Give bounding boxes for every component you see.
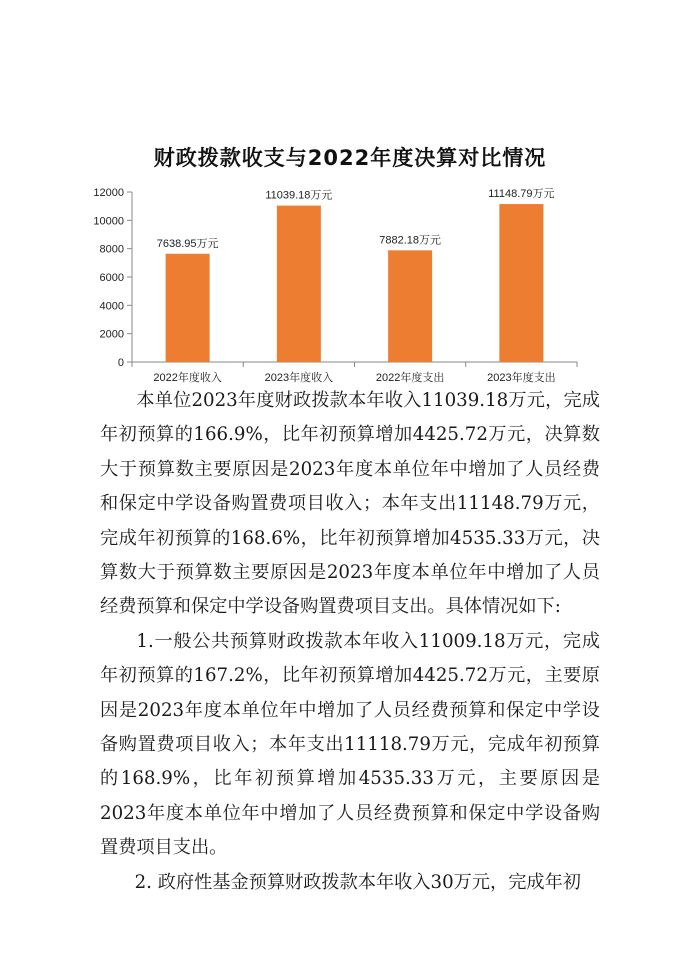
- x-category-label: 2023年度收入: [264, 372, 334, 384]
- bar-chart: [0, 0, 700, 390]
- x-category-label: 2023年度支出: [487, 372, 556, 384]
- y-tick-label: 2000: [99, 328, 124, 341]
- bar: [499, 204, 543, 362]
- y-tick-label: 6000: [99, 272, 124, 284]
- bar-data-label: 7638.95万元: [156, 237, 219, 250]
- chart-title: 财政拨款收支与2022年度决算对比情况: [153, 146, 547, 170]
- bar-data-label: 7882.18万元: [379, 234, 442, 247]
- paragraph-2: 1.一般公共预算财政拨款本年收入11009.18万元，完成年初预算的167.2%，比年初预算增加4425.72万元，主要原因是2023年度本单位年中增加了人员经费预算和保定中学设备购置费项目收入；本年支出11118.79万元，完成年初预算的168.9%，比年初预算增加4535.33万元，主要原因是2023年度本单位年中增加了人员经费预算和保定中学设备购置费项目支出。: [100, 630, 600, 859]
- bar-data-label: 11039.18万元: [265, 189, 333, 202]
- y-tick-label: 4000: [99, 300, 124, 313]
- y-tick-label: 12000: [93, 187, 124, 199]
- paragraph-1: 本单位2023年度财政拨款本年收入11039.18万元，完成年初预算的166.9%，比年初预算增加4425.72万元，决算数大于预算数主要原因是2023年度本单位年中增加了人员经费和保定中学设备购置费项目收入；本年支出11148.79万元，完成年初预算的168.6%，比年初预算增加4535.33万元，决算数大于预算数主要原因是2023年度本单位年中增加了人员经费预算和保定中学设备购置费项目支出。具体情况如下:: [100, 390, 600, 618]
- bar-data-label: 11148.79万元: [488, 188, 555, 201]
- paragraph-3: 2. 政府性基金预算财政拨款本年收入30万元，完成年初: [134, 871, 581, 893]
- x-category-label: 2022年度收入: [153, 372, 222, 384]
- bar: [388, 250, 432, 362]
- y-tick-label: 10000: [93, 215, 124, 228]
- bar: [166, 254, 210, 362]
- x-category-label: 2022年度支出: [375, 372, 445, 384]
- y-tick-label: 8000: [99, 243, 124, 256]
- y-tick-label: 0: [117, 357, 124, 369]
- body-text: [100, 384, 600, 900]
- bar: [277, 206, 321, 362]
